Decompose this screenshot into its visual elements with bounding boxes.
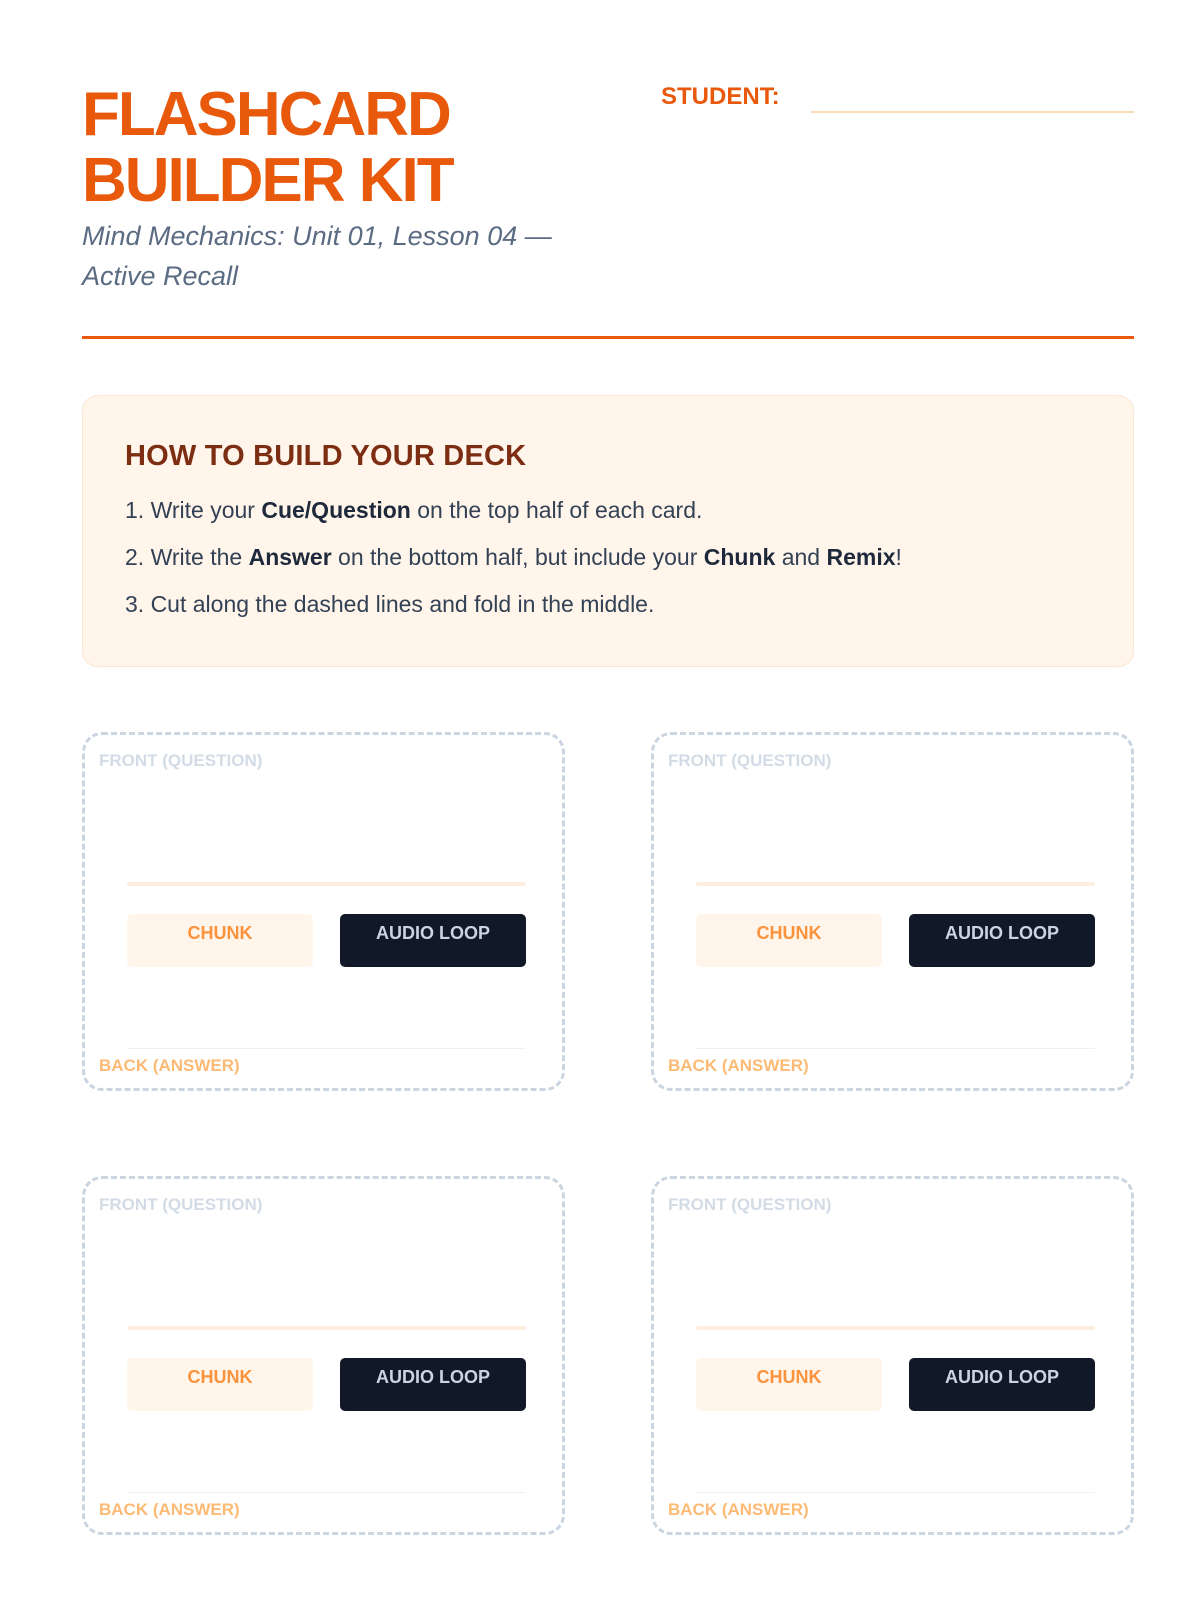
answer-line [127,1492,526,1493]
instruction-step-1 [125,495,1091,525]
audio-loop-tag: AUDIO LOOP [909,1358,1095,1411]
chunk-tag: CHUNK [696,1358,882,1411]
step-text: 1. Write your [125,497,262,523]
title-line-1: FLASHCARD [82,80,450,149]
flashcard-2[interactable] [651,732,1134,1091]
header-divider [82,336,1134,339]
front-label: FRONT (QUESTION) [668,751,832,770]
step-bold-term: Chunk [703,544,776,570]
step-text: 2. Write the [125,544,249,570]
fold-line [127,882,526,886]
back-label: BACK (ANSWER) [668,1056,809,1075]
front-label: FRONT (QUESTION) [99,1195,263,1214]
audio-loop-tag: AUDIO LOOP [909,914,1095,967]
step-text: on the top half of each card. [410,497,703,523]
instructions-heading: HOW TO BUILD YOUR DECK [125,440,527,472]
subtitle-line-2: Active Recall [82,261,239,291]
fold-line [127,1326,526,1330]
front-label: FRONT (QUESTION) [668,1195,832,1214]
chunk-tag: CHUNK [127,914,313,967]
step-bold-term: Cue/Question [261,497,411,523]
lesson-subtitle [82,216,602,296]
back-label: BACK (ANSWER) [99,1056,240,1075]
instruction-step-3: 3. Cut along the dashed lines and fold in the middle. [125,591,655,617]
page-title [82,82,453,214]
fold-line [696,1326,1095,1330]
answer-line [696,1048,1095,1049]
flashcard-4[interactable] [651,1176,1134,1535]
instruction-step-2 [125,542,1091,572]
step-text: on the bottom half, but include your [331,544,704,570]
audio-loop-tag: AUDIO LOOP [340,1358,526,1411]
step-text: and [775,544,827,570]
answer-line [696,1492,1095,1493]
student-label: STUDENT: [661,83,780,110]
step-bold-term: Answer [248,544,332,570]
back-label: BACK (ANSWER) [668,1500,809,1519]
instructions-panel [82,395,1134,667]
answer-line [127,1048,526,1049]
chunk-tag: CHUNK [127,1358,313,1411]
step-text: ! [895,544,902,570]
front-label: FRONT (QUESTION) [99,751,263,770]
flashcard-1[interactable] [82,732,565,1091]
audio-loop-tag: AUDIO LOOP [340,914,526,967]
subtitle-line-1: Mind Mechanics: Unit 01, Lesson 04 — [82,221,552,251]
flashcard-3[interactable] [82,1176,565,1535]
title-line-2: BUILDER KIT [82,146,453,215]
chunk-tag: CHUNK [696,914,882,967]
fold-line [696,882,1095,886]
back-label: BACK (ANSWER) [99,1500,240,1519]
student-name-field[interactable] [811,111,1134,113]
step-bold-term: Remix [826,544,896,570]
